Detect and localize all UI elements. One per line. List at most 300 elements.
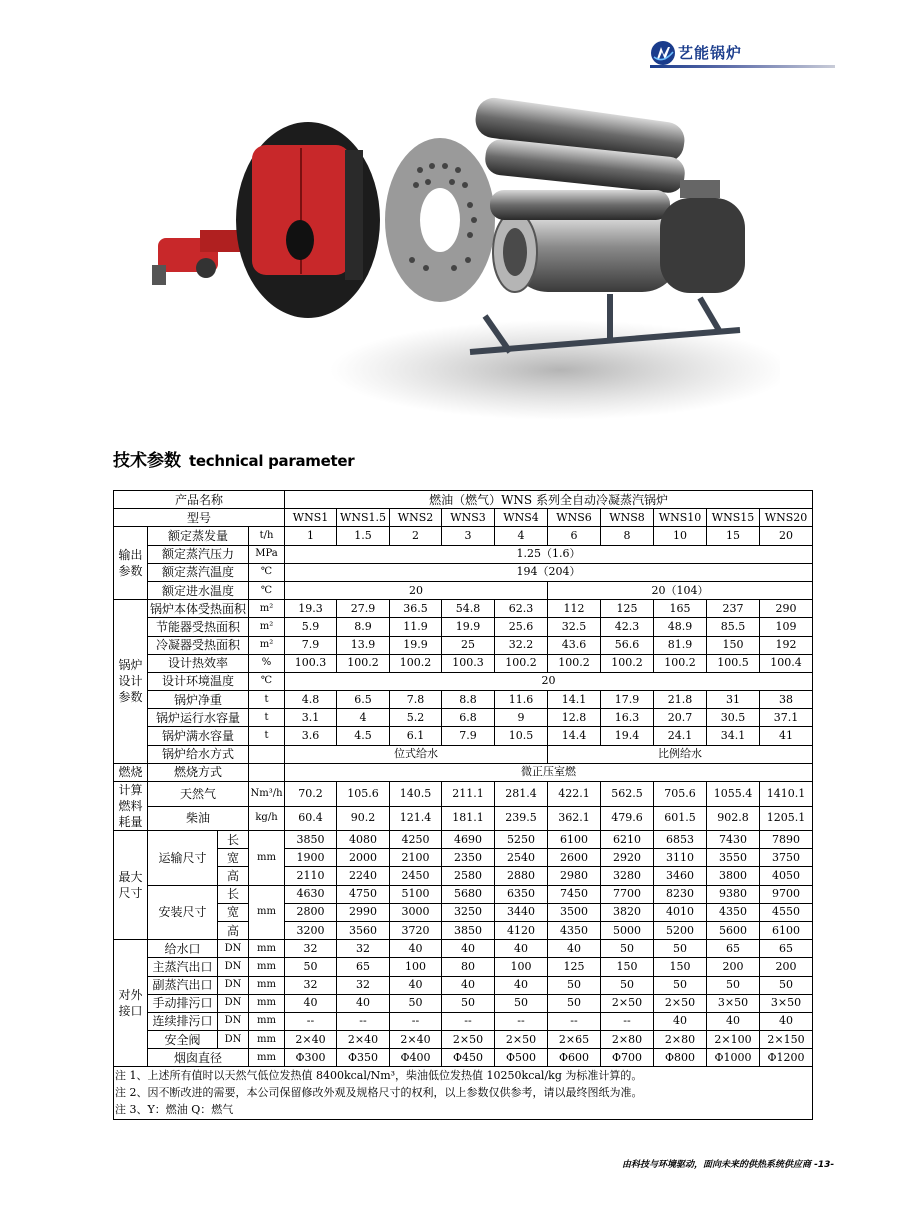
row-unit: % [249, 654, 285, 672]
value-cell: 4 [337, 709, 390, 727]
table-row [114, 976, 813, 994]
value-cell: 4010 [654, 903, 707, 921]
dim-label: 长 [218, 831, 249, 849]
model-cell: WNS1 [285, 509, 337, 527]
value-cell: 12.8 [548, 709, 601, 727]
row-label: 冷凝器受热面积 [148, 636, 249, 654]
value-cell: 2×80 [601, 1031, 654, 1049]
value-cell: 62.3 [495, 600, 548, 618]
value-cell: 50 [707, 976, 760, 994]
value-cell: 16.3 [601, 709, 654, 727]
value-cell: 100 [495, 958, 548, 976]
dim-label: 高 [218, 867, 249, 885]
value-cell: 100.2 [654, 654, 707, 672]
row-label: 设计环境温度 [148, 672, 249, 690]
value-cell: 5100 [390, 885, 442, 903]
value-cell: 150 [654, 958, 707, 976]
value-cell: 7.9 [442, 727, 495, 745]
value-cell: 3850 [285, 831, 337, 849]
value-cell: -- [442, 1012, 495, 1030]
table-row [114, 867, 813, 885]
value-cell: 17.9 [601, 691, 654, 709]
table-row [114, 491, 813, 509]
table-row [114, 527, 813, 545]
value-cell: 2×50 [495, 1031, 548, 1049]
value-cell: 5.9 [285, 618, 337, 636]
value-cell: 8230 [654, 885, 707, 903]
table-row [114, 1031, 813, 1049]
row-label: 锅炉净重 [148, 691, 249, 709]
value-cell: 2×100 [707, 1031, 760, 1049]
value-cell: 50 [601, 940, 654, 958]
value-cell: 5200 [654, 921, 707, 939]
value-cell: 3×50 [707, 994, 760, 1012]
value-cell: 2600 [548, 849, 601, 867]
value-cell: 7890 [760, 831, 813, 849]
section-title [113, 446, 354, 471]
value-cell: 3280 [601, 867, 654, 885]
value-cell: 36.5 [390, 600, 442, 618]
value-cell: 比例给水 [548, 745, 813, 763]
port-unit: mm [249, 958, 285, 976]
port-dn: DN [218, 994, 249, 1012]
value-cell: -- [285, 1012, 337, 1030]
table-row [114, 636, 813, 654]
value-cell: 19.4 [601, 727, 654, 745]
model-cell: WNS6 [548, 509, 601, 527]
value-cell: -- [337, 1012, 390, 1030]
value-cell: 165 [654, 600, 707, 618]
table-row [114, 654, 813, 672]
note-row [114, 1085, 813, 1102]
port-label: 给水口 [148, 940, 218, 958]
value-cell: 6350 [495, 885, 548, 903]
value-cell: 40 [337, 994, 390, 1012]
value-cell: 2 [390, 527, 442, 545]
value-cell: 37.1 [760, 709, 813, 727]
value-cell: 4050 [760, 867, 813, 885]
value-cell: 32 [337, 976, 390, 994]
group-ports: 对外接口 [114, 940, 148, 1067]
value-cell: 2×50 [442, 1031, 495, 1049]
value-cell: 4630 [285, 885, 337, 903]
value-cell: 41 [760, 727, 813, 745]
table-row [114, 940, 813, 958]
value-cell: 4.8 [285, 691, 337, 709]
page-footer: 由科技与环境驱动，面向未来的供热系统供应商 -13- [622, 1160, 835, 1170]
table-row [114, 849, 813, 867]
value-cell: 3720 [390, 921, 442, 939]
dim-group-install: 安装尺寸 [148, 885, 218, 940]
spec-table [113, 490, 813, 1120]
value-cell: 13.9 [337, 636, 390, 654]
port-label: 副蒸汽出口 [148, 976, 218, 994]
dim-group-transport: 运输尺寸 [148, 831, 218, 886]
port-label: 安全阀 [148, 1031, 218, 1049]
note-1: 注 1、上述所有值时以天然气低位发热值 8400kcal/Nm³，柴油低位发热值 10250kcal/kg 为标准计算的。 [114, 1067, 813, 1085]
value-cell: 200 [760, 958, 813, 976]
value-cell: 100.2 [601, 654, 654, 672]
value-cell: 31 [707, 691, 760, 709]
table-row [114, 727, 813, 745]
row-unit: ℃ [249, 563, 285, 581]
value-cell: 105.6 [337, 782, 390, 807]
value-cell: 50 [285, 958, 337, 976]
table-row [114, 509, 813, 527]
value-cell: 32 [285, 940, 337, 958]
row-unit: Nm³/h [249, 782, 285, 807]
boiler-exploded-illustration [140, 90, 780, 425]
value-cell: 20 [760, 527, 813, 545]
port-unit: mm [249, 940, 285, 958]
value-cell: 3.6 [285, 727, 337, 745]
row-unit: t [249, 709, 285, 727]
value-cell: 100.3 [285, 654, 337, 672]
value-cell: 281.4 [495, 782, 548, 807]
tube-sheet [385, 138, 495, 302]
value-cell: Φ1000 [707, 1049, 760, 1067]
value-cell: 3550 [707, 849, 760, 867]
note-row [114, 1102, 813, 1120]
value-cell: 6.8 [442, 709, 495, 727]
value-cell: 20（104） [548, 581, 813, 599]
table-row [114, 903, 813, 921]
port-unit: mm [249, 976, 285, 994]
value-cell: 20 [285, 581, 548, 599]
row-label: 额定蒸发量 [148, 527, 249, 545]
value-cell: 4350 [548, 921, 601, 939]
value-cell: 362.1 [548, 806, 601, 831]
value-cell: 15 [707, 527, 760, 545]
value-cell: 100.5 [707, 654, 760, 672]
value-cell: 100.2 [390, 654, 442, 672]
value-cell: 5600 [707, 921, 760, 939]
table-row [114, 921, 813, 939]
value-cell: Φ450 [442, 1049, 495, 1067]
value-cell: 4120 [495, 921, 548, 939]
value-cell: 80 [442, 958, 495, 976]
port-dn: DN [218, 1031, 249, 1049]
value-cell: 21.8 [654, 691, 707, 709]
tube-bundle-upper [473, 96, 687, 195]
value-cell: Φ500 [495, 1049, 548, 1067]
model-cell: WNS15 [707, 509, 760, 527]
section-title-en: technical parameter [189, 452, 355, 470]
value-cell: 705.6 [654, 782, 707, 807]
table-row [114, 600, 813, 618]
value-cell: 3500 [548, 903, 601, 921]
row-unit: kg/h [249, 806, 285, 831]
table-row [114, 545, 813, 563]
value-cell: 32 [285, 976, 337, 994]
value-cell: 4350 [707, 903, 760, 921]
row-unit: t [249, 727, 285, 745]
value-cell: 7.9 [285, 636, 337, 654]
value-cell: 2000 [337, 849, 390, 867]
value-cell: 10 [654, 527, 707, 545]
value-cell: 11.6 [495, 691, 548, 709]
value-cell: 422.1 [548, 782, 601, 807]
value-cell: 3820 [601, 903, 654, 921]
value-cell: 100.3 [442, 654, 495, 672]
value-cell: 100 [390, 958, 442, 976]
value-cell: 65 [337, 958, 390, 976]
dim-unit: mm [249, 885, 285, 940]
value-cell: 6.1 [390, 727, 442, 745]
value-cell: 100.2 [548, 654, 601, 672]
dim-label: 宽 [218, 903, 249, 921]
value-cell: Φ700 [601, 1049, 654, 1067]
row-label: 额定蒸汽压力 [148, 545, 249, 563]
value-cell: 100.2 [337, 654, 390, 672]
value-cell: 42.3 [601, 618, 654, 636]
value-cell: 192 [760, 636, 813, 654]
value-cell: 1055.4 [707, 782, 760, 807]
port-unit: mm [249, 1031, 285, 1049]
dim-label: 长 [218, 885, 249, 903]
row-label: 锅炉运行水容量 [148, 709, 249, 727]
model-cell: WNS8 [601, 509, 654, 527]
value-cell: 6853 [654, 831, 707, 849]
row-unit: MPa [249, 545, 285, 563]
value-cell: 2880 [495, 867, 548, 885]
value-cell: 3200 [285, 921, 337, 939]
value-cell: 6210 [601, 831, 654, 849]
value-cell: 290 [760, 600, 813, 618]
value-cell: 14.4 [548, 727, 601, 745]
value-cell: 3250 [442, 903, 495, 921]
value-cell: 109 [760, 618, 813, 636]
value-cell: 81.9 [654, 636, 707, 654]
value-cell: 65 [707, 940, 760, 958]
row-label: 柴油 [148, 806, 249, 831]
table-row [114, 885, 813, 903]
value-cell: 2580 [442, 867, 495, 885]
table-row [114, 618, 813, 636]
value-cell: 9700 [760, 885, 813, 903]
row-label: 烟囱直径 [148, 1049, 249, 1067]
port-label: 手动排污口 [148, 994, 218, 1012]
value-cell: 3750 [760, 849, 813, 867]
table-row [114, 1049, 813, 1067]
brand-rule [650, 65, 835, 68]
row-unit: m² [249, 618, 285, 636]
value-cell: 5000 [601, 921, 654, 939]
value-cell: 2980 [548, 867, 601, 885]
value-cell: 32 [337, 940, 390, 958]
table-row [114, 563, 813, 581]
value-cell: -- [548, 1012, 601, 1030]
value-cell: 100.4 [760, 654, 813, 672]
value-cell: 2990 [337, 903, 390, 921]
value-cell: 150 [601, 958, 654, 976]
value-cell: 1 [285, 527, 337, 545]
value-cell: 125 [548, 958, 601, 976]
product-label: 产品名称 [114, 491, 285, 509]
value-cell: 40 [760, 1012, 813, 1030]
value-cell: 2450 [390, 867, 442, 885]
value-cell: 7700 [601, 885, 654, 903]
value-cell: 112 [548, 600, 601, 618]
row-label: 节能器受热面积 [148, 618, 249, 636]
dim-unit: mm [249, 831, 285, 886]
value-cell: 2×50 [601, 994, 654, 1012]
value-cell: 40 [285, 994, 337, 1012]
row-label: 锅炉给水方式 [148, 745, 249, 763]
value-cell: 6100 [548, 831, 601, 849]
value-cell: 19.9 [390, 636, 442, 654]
value-cell: 4250 [390, 831, 442, 849]
value-cell: 2240 [337, 867, 390, 885]
value-cell: 7.8 [390, 691, 442, 709]
value-cell: 19.3 [285, 600, 337, 618]
value-cell: Φ350 [337, 1049, 390, 1067]
model-cell: WNS1.5 [337, 509, 390, 527]
value-cell: 40 [390, 976, 442, 994]
value-cell: 239.5 [495, 806, 548, 831]
value-cell: 479.6 [601, 806, 654, 831]
value-cell: 9 [495, 709, 548, 727]
front-door [236, 122, 380, 318]
value-cell: 27.9 [337, 600, 390, 618]
value-cell: Φ400 [390, 1049, 442, 1067]
table-row [114, 672, 813, 690]
note-2: 注 2、因不断改进的需要，本公司保留修改外观及规格尺寸的权利，以上参数仅供参考，请以最终图纸为准。 [114, 1085, 813, 1102]
value-cell: 150 [707, 636, 760, 654]
value-cell: 5680 [442, 885, 495, 903]
row-unit: t/h [249, 527, 285, 545]
value-cell: 237 [707, 600, 760, 618]
value-cell: 位式给水 [285, 745, 548, 763]
row-label: 额定蒸汽温度 [148, 563, 249, 581]
note-3: 注 3、Y：燃油 Q：燃气 [114, 1102, 813, 1120]
model-cell: WNS3 [442, 509, 495, 527]
value-cell: 4690 [442, 831, 495, 849]
port-label: 主蒸汽出口 [148, 958, 218, 976]
value-cell: 50 [654, 940, 707, 958]
value-cell: 微正压室燃 [285, 763, 813, 781]
value-cell: 60.4 [285, 806, 337, 831]
value-cell: 25.6 [495, 618, 548, 636]
value-cell: 9380 [707, 885, 760, 903]
table-row [114, 709, 813, 727]
table-row [114, 994, 813, 1012]
model-label: 型号 [114, 509, 285, 527]
row-unit: t [249, 691, 285, 709]
value-cell: 4080 [337, 831, 390, 849]
value-cell: 30.5 [707, 709, 760, 727]
value-cell: 2800 [285, 903, 337, 921]
value-cell: 2×50 [654, 994, 707, 1012]
value-cell: 50 [654, 976, 707, 994]
value-cell: -- [390, 1012, 442, 1030]
value-cell: 2×150 [760, 1031, 813, 1049]
row-label: 燃烧方式 [148, 763, 249, 781]
value-cell: -- [495, 1012, 548, 1030]
value-cell: 43.6 [548, 636, 601, 654]
value-cell: 6.5 [337, 691, 390, 709]
value-cell: 121.4 [390, 806, 442, 831]
value-cell: 32.2 [495, 636, 548, 654]
value-cell: 194（204） [285, 563, 813, 581]
product-name: 燃油（燃气）WNS 系列全自动冷凝蒸汽锅炉 [285, 491, 813, 509]
value-cell: 4 [495, 527, 548, 545]
value-cell: 140.5 [390, 782, 442, 807]
brand-header [650, 38, 835, 68]
row-unit [249, 763, 285, 781]
value-cell: 50 [495, 994, 548, 1012]
row-unit [249, 745, 285, 763]
value-cell: 2×65 [548, 1031, 601, 1049]
value-cell: 8 [601, 527, 654, 545]
model-cell: WNS10 [654, 509, 707, 527]
value-cell: 50 [548, 976, 601, 994]
value-cell: 4.5 [337, 727, 390, 745]
value-cell: 40 [495, 976, 548, 994]
value-cell: 1.5 [337, 527, 390, 545]
value-cell: 40 [548, 940, 601, 958]
value-cell: 2350 [442, 849, 495, 867]
value-cell: 5.2 [390, 709, 442, 727]
value-cell: 38 [760, 691, 813, 709]
value-cell: 70.2 [285, 782, 337, 807]
dim-label: 高 [218, 921, 249, 939]
value-cell: Φ300 [285, 1049, 337, 1067]
value-cell: 1.25（1.6） [285, 545, 813, 563]
table-row [114, 763, 813, 781]
value-cell: 4750 [337, 885, 390, 903]
value-cell: 6 [548, 527, 601, 545]
value-cell: 211.1 [442, 782, 495, 807]
value-cell: 181.1 [442, 806, 495, 831]
value-cell: 2×40 [390, 1031, 442, 1049]
value-cell: 3110 [654, 849, 707, 867]
value-cell: 3440 [495, 903, 548, 921]
value-cell: 2540 [495, 849, 548, 867]
value-cell: 48.9 [654, 618, 707, 636]
port-unit: mm [249, 994, 285, 1012]
model-cell: WNS4 [495, 509, 548, 527]
port-dn: DN [218, 940, 249, 958]
table-row [114, 782, 813, 807]
value-cell: 25 [442, 636, 495, 654]
group-combustion: 燃烧 [114, 763, 148, 781]
table-row [114, 1012, 813, 1030]
row-label: 额定进水温度 [148, 581, 249, 599]
value-cell: 40 [390, 940, 442, 958]
value-cell: 4550 [760, 903, 813, 921]
port-label: 连续排污口 [148, 1012, 218, 1030]
value-cell: 50 [601, 976, 654, 994]
value-cell: 50 [442, 994, 495, 1012]
value-cell: 2920 [601, 849, 654, 867]
value-cell: 601.5 [654, 806, 707, 831]
value-cell: 11.9 [390, 618, 442, 636]
value-cell: 40 [442, 940, 495, 958]
value-cell: 3000 [390, 903, 442, 921]
value-cell: 2110 [285, 867, 337, 885]
value-cell: 7450 [548, 885, 601, 903]
value-cell: 10.5 [495, 727, 548, 745]
value-cell: 40 [495, 940, 548, 958]
value-cell: 3850 [442, 921, 495, 939]
value-cell: 65 [760, 940, 813, 958]
value-cell: 3800 [707, 867, 760, 885]
group-design: 锅炉设计参数 [114, 600, 148, 764]
value-cell: 3460 [654, 867, 707, 885]
value-cell: -- [601, 1012, 654, 1030]
row-label: 天然气 [148, 782, 249, 807]
